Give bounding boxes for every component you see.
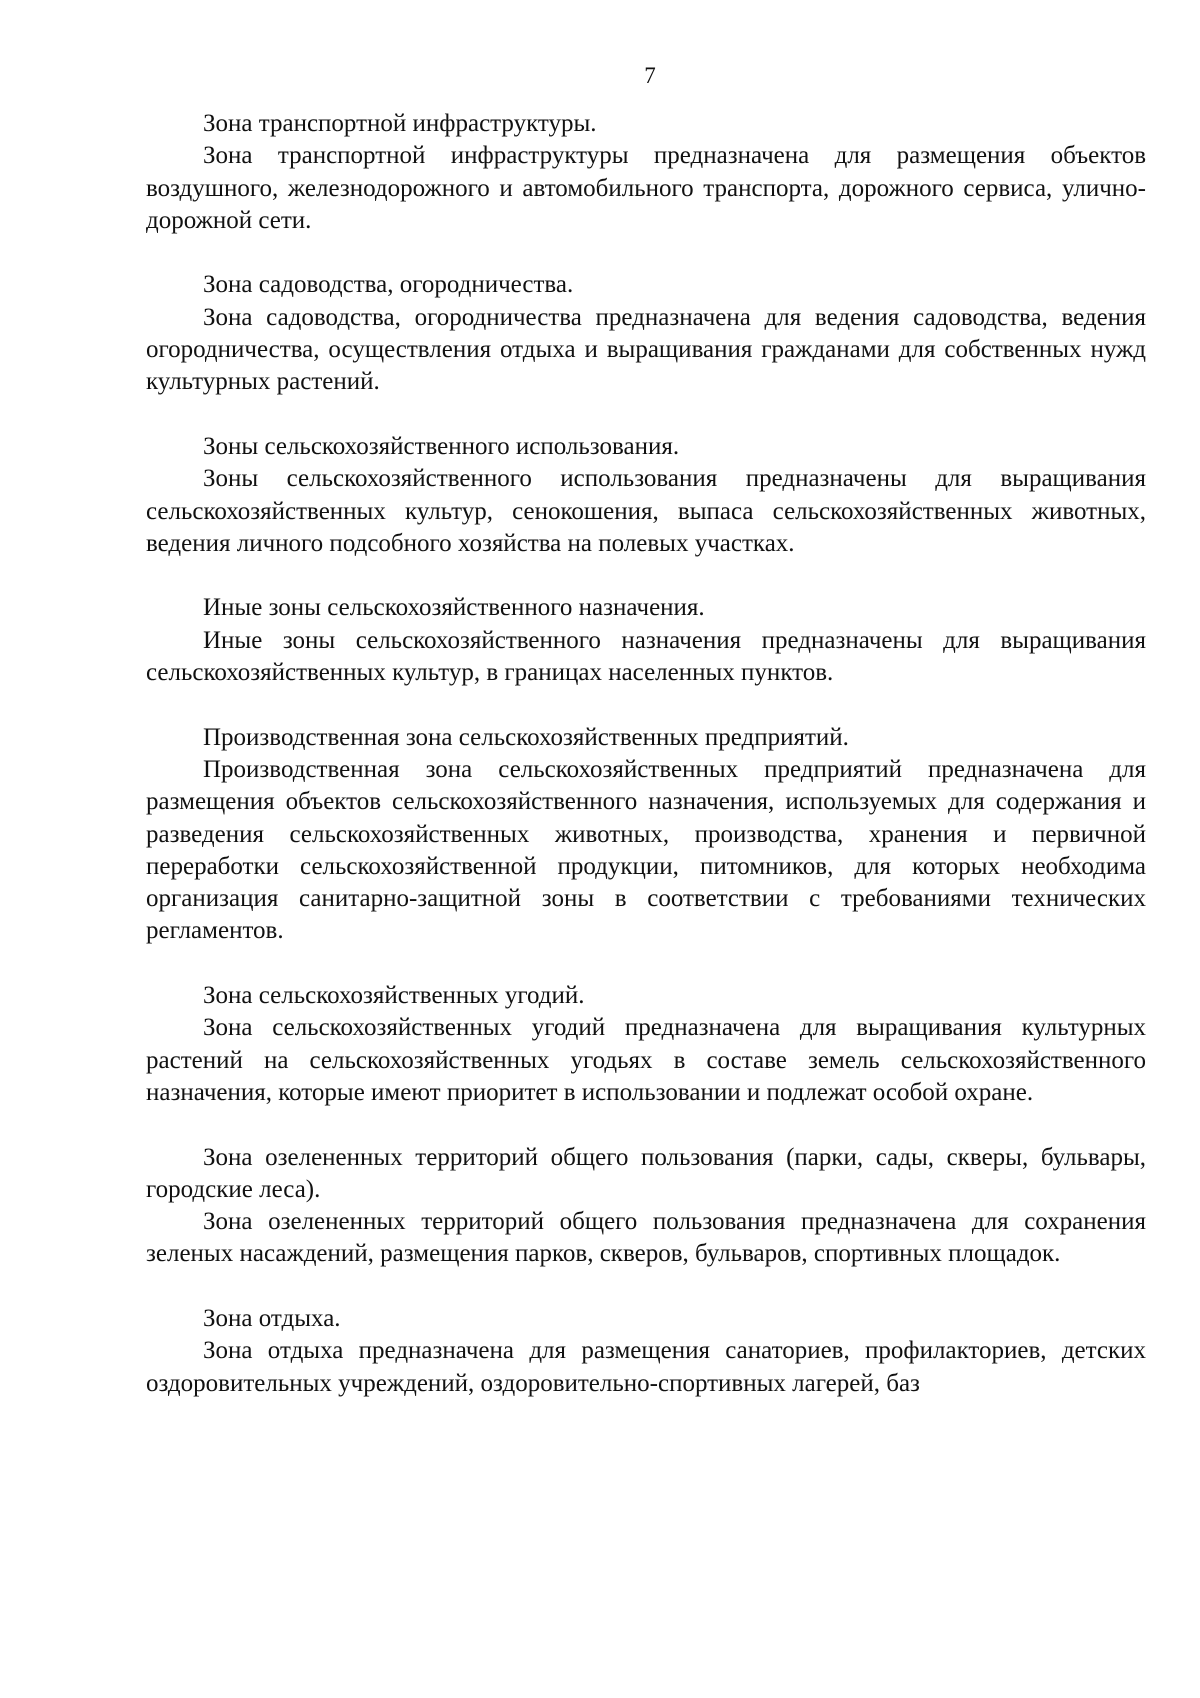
- section-paragraph: Иные зоны сельскохозяйственного назначения предназначены для выращивания сельскохозяйственных культур, в границах населенных пунктов.: [146, 626, 1146, 687]
- section-paragraph: Производственная зона сельскохозяйственных предприятий предназначена для размещения объектов сельскохозяйственного назначения, используемых для содержания и разведения сельскохозяйственных животных, производства, хранения и первичной переработки сельскохозяйственной продукции, питомников, для которых необходима организация санитарно-защитной зоны в соответствии с требованиями технических регламентов.: [146, 755, 1146, 945]
- page-number: 7: [644, 63, 656, 88]
- document-body: [146, 108, 1146, 1432]
- section-heading: Зона озелененных территорий общего пользования (парки, сады, скверы, бульвары, городские леса).: [146, 1143, 1146, 1203]
- section-paragraph: Зона сельскохозяйственных угодий предназначена для выращивания культурных растений на сельскохозяйственных угодьях в составе земель сельскохозяйственного назначения, которые имеют приоритет в использовании и подлежат особой охране.: [146, 1014, 1146, 1106]
- section-agricultural-use-zone: [146, 431, 1146, 560]
- section-other-agricultural-zone: [146, 592, 1146, 689]
- section-paragraph: Зона транспортной инфраструктуры предназначена для размещения объектов воздушного, железнодорожного и автомобильного транспорта, дорожного сервиса, улично-дорожной сети.: [146, 142, 1146, 234]
- section-heading: Зона отдыха.: [203, 1304, 341, 1332]
- section-green-territories-zone: [146, 1142, 1146, 1271]
- section-agricultural-enterprises-zone: [146, 722, 1146, 948]
- section-heading: Производственная зона сельскохозяйственных предприятий.: [203, 723, 849, 751]
- section-heading: Иные зоны сельскохозяйственного назначения.: [203, 594, 705, 622]
- section-heading: Зона транспортной инфраструктуры.: [203, 110, 597, 137]
- section-recreation-zone: [146, 1303, 1146, 1400]
- section-heading: Зона сельскохозяйственных угодий.: [203, 982, 585, 1010]
- section-paragraph: Зоны сельскохозяйственного использования предназначены для выращивания сельскохозяйственных культур, сенокошения, выпаса сельскохозяйственных животных, ведения личного подсобного хозяйства на полевых участках.: [146, 465, 1146, 557]
- section-paragraph: Зона отдыха предназначена для размещения санаториев, профилакториев, детских оздоровительных учреждений, оздоровительно-спортивных лагерей, баз: [146, 1337, 1146, 1397]
- section-paragraph: Зона садоводства, огородничества предназначена для ведения садоводства, ведения огородничества, осуществления отдыха и выращивания гражданами для собственных нужд культурных растений.: [146, 303, 1146, 396]
- section-paragraph: Зона озелененных территорий общего пользования предназначена для сохранения зеленых насаждений, размещения парков, скверов, бульваров, спортивных площадок.: [146, 1208, 1146, 1268]
- section-heading: Зона садоводства, огородничества.: [203, 271, 574, 299]
- section-gardening-zone: [146, 269, 1146, 398]
- section-heading: Зоны сельскохозяйственного использования.: [203, 432, 680, 460]
- section-agricultural-lands-zone: [146, 980, 1146, 1109]
- section-transport-zone: [146, 108, 1146, 237]
